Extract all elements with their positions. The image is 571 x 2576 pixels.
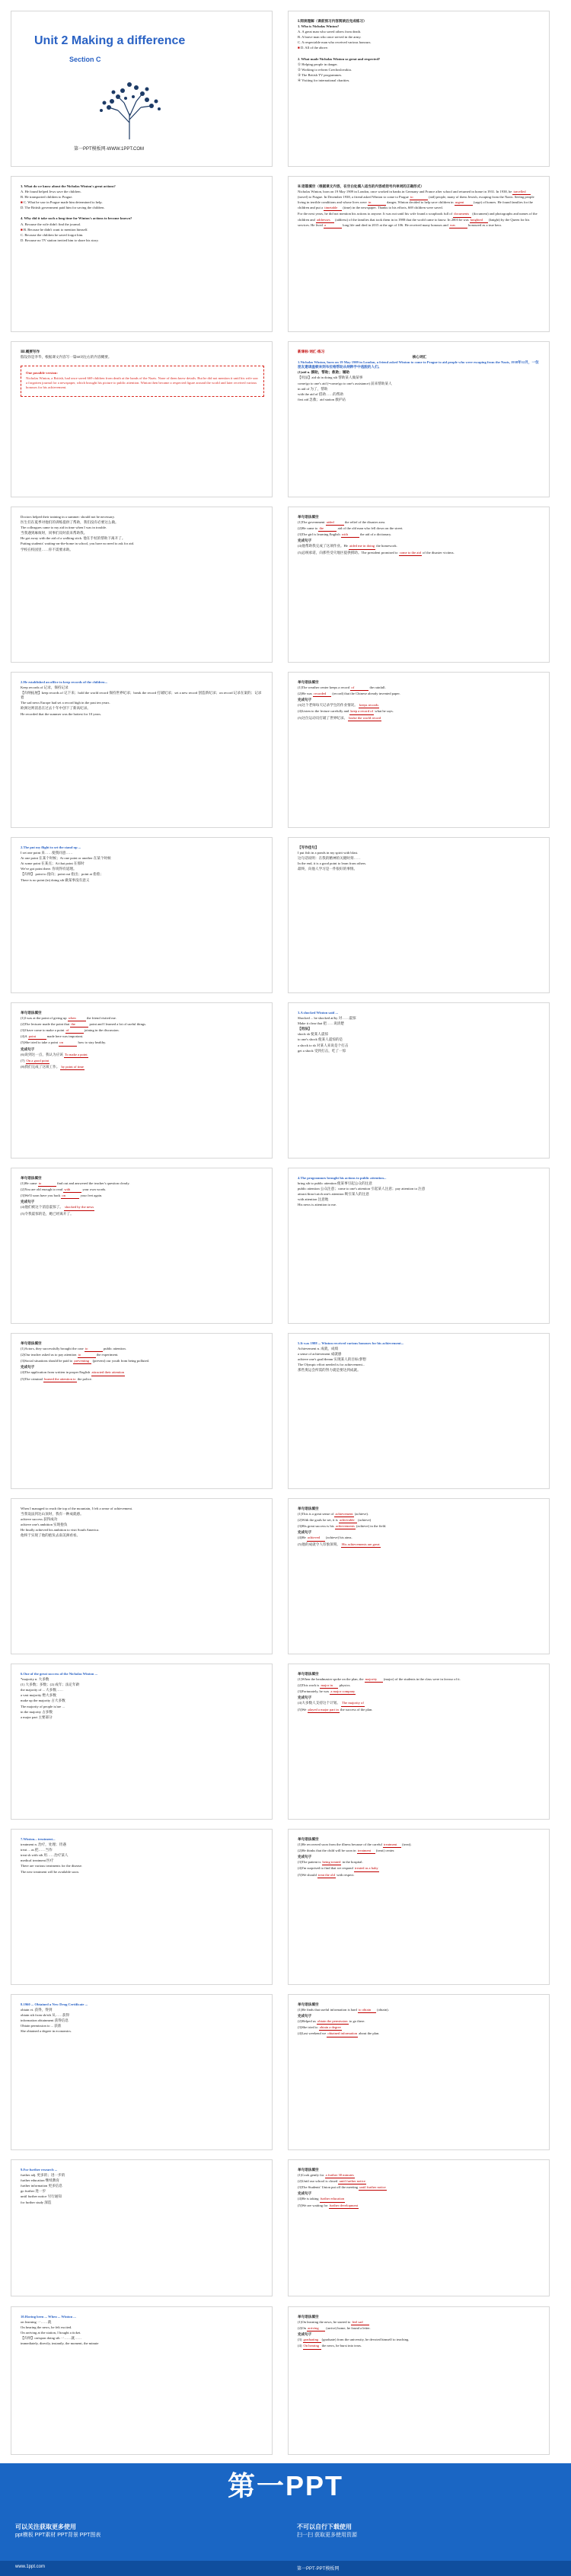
exercise-line: (2)Our teacher asked us to pay attention to the experiment. <box>21 1353 264 1358</box>
example-line: 当我遇到麻烦时，同事们及时前来帮助我。 <box>21 531 88 535</box>
vocab-line: There are various treatments for the disease. <box>21 1864 83 1868</box>
exercise-slide-9 <box>288 1994 550 2150</box>
sub-heading: 完成句子 <box>298 1530 312 1535</box>
vocab-line: to one's shock 使某人震惊的是 <box>298 1037 343 1042</box>
exercise-line: (2)Until our school is closed until further notice <box>298 2179 541 2184</box>
example-line: He got away with the aid of a walking stick. 他在手杖的帮助下离开了。 <box>21 536 126 541</box>
section-heading: 单句语法填空 <box>298 2002 319 2006</box>
footer-brand: 第一PPT·PPT模板网 <box>297 2567 340 2571</box>
instruction: 假设你是李华，根据课文内容写一篇60词左右的内容概要。 <box>21 355 112 360</box>
example-slide-2 <box>11 1498 273 1654</box>
answer-box <box>21 366 264 396</box>
sub-heading: 完成句子 <box>21 1200 35 1204</box>
option: ■ C. What he saw in Prague made him determined to help. <box>21 200 103 205</box>
vocab-line: medical treatment 医疗 <box>21 1858 54 1863</box>
exercise-slide-7 <box>288 1664 550 1820</box>
footer-left-title: 可以关注获取更多使用 <box>15 2523 76 2530</box>
answer-mark-icon: ■ <box>21 227 24 232</box>
vocab-line: I set one point 来……使我同意…… <box>21 851 73 855</box>
exercise-line: (4)大多数人支持这个计划。 The majority of <box>298 1701 541 1706</box>
vocab-line: Achievement n. 成就，成绩 <box>298 1347 339 1351</box>
exercise-line: (3)这个老师每天记录学生的作业情况。 keeps records <box>298 703 541 708</box>
exercise-line: (5)令我震惊的是，她已经离开了。 <box>21 1211 74 1216</box>
exercise-line: (4) On hearing the news, he burst into tears. <box>298 2344 541 2349</box>
writing-line: 最终，向他人学习是一件很好的事情。 <box>298 867 358 871</box>
section-heading: 【写作佳句】 <box>298 845 319 849</box>
option: A. He found helped Jews save the children. <box>21 190 81 194</box>
passage: For the next years, he did not mention his actions to anyone. It was not until his wife found a scrapbook full of documents (document) and photographs and names of the children and addresses (address) of the families that took them in in 1988 that the world came to know. In 2003 he was knighted (knight) by the Queen for his services. He lived a long life and died in 2015 at the age of 106. He received many honours and was honoured as a true hero. <box>298 212 541 228</box>
vocab-line: immediately, directly, instantly, the moment, the minute <box>21 2341 99 2346</box>
vocab-line: The new treatment will be available soon. <box>21 1869 79 1874</box>
question-4: 4. Why did it take such a long time for Winton's actions to become known? <box>21 216 132 221</box>
vocab-line: 【归纳】 point to 指向；point out 指出；point at 指着； <box>21 872 104 877</box>
vocab-line: a vast majority 绝大多数 <box>21 1693 56 1698</box>
exercise-line: (3)The Students' Union put off the meeting until further notice <box>298 2185 541 2191</box>
footer-left <box>15 2523 244 2539</box>
vocab-line: On hearing the news, he felt excited. <box>21 2325 72 2330</box>
exercise-line: (3)We'll soon have you back on your feet again. <box>21 1194 264 1199</box>
question-3: 3. What do we know about the Nicholas Winton's great actions? <box>21 184 116 188</box>
vocab-line: until further notice 另行通知 <box>21 2194 62 2199</box>
passage-slide <box>288 176 550 332</box>
vocab-line: Keep records of 记录，保持记录 <box>21 686 69 690</box>
exercise-line: (2)Helped us obtain the permission to go there. <box>298 2019 541 2025</box>
vocab-line: a shock to sb 对某人来说是个打击 <box>298 1043 349 1047</box>
exercise-slide-3 <box>11 1002 273 1159</box>
exercise-line: (5)She tried to take a point on how to stay healthy. <box>21 1040 264 1046</box>
example-line: Putting students' waiting-on-the-home in school, you have no need to ask for aid. <box>21 542 135 546</box>
vocab-line: shock sb 使某人震惊 <box>298 1032 329 1037</box>
writing-line: In the end, it is a good point to learn from others. <box>298 861 367 866</box>
answer-text: Nicholas Winton, a British, had once saved 669 children from death at the hands of the Nazis. None of them knew details. But he did not mention it until his wife saw a forgotten journal for a newspaper, which brought his picture to public attention. Winton then became a respected figure around the world and later received various honours for his achievement. <box>26 376 259 390</box>
exercise-line: (4)He is taking further education <box>298 2197 541 2202</box>
section-heading: 单句语法填空 <box>298 1837 319 1841</box>
example-line: achieve success 获得成功 <box>21 1517 58 1522</box>
vocab-line: Make it clear that 把……说清楚 <box>298 1021 344 1026</box>
vocab-slide-4 <box>288 1002 550 1159</box>
exercise-slide-11 <box>288 2306 550 2455</box>
option: ■ B. Because he didn't want to mention himself. <box>21 227 88 232</box>
vocab-line: on learning 一……就 <box>21 2320 52 2325</box>
exercise-line: (4)他们被这个消息震惊了。 shocked by the news <box>21 1205 264 1210</box>
logo[interactable] <box>196 2469 375 2503</box>
vocab-line: bring sth to public attention 使某事引起公众的注意 <box>298 1181 372 1186</box>
vocab-line: (1) 大多数；多数；(2) 成年；法定年龄 <box>21 1683 80 1687</box>
exercise-line: (1)He came to find out and answered the teacher's question clearly. <box>21 1181 264 1187</box>
option: ③ The British TV programmes. <box>298 72 343 77</box>
section-heading: 单句语法填空 <box>298 515 319 519</box>
vocab-item: 7.Winton... treatment... <box>21 1837 56 1841</box>
option: ② Working to reform Czechoslovakia. <box>298 67 352 72</box>
vocab-slide-10 <box>11 2159 273 2296</box>
example-line: 学校在校园里……你不需要求助。 <box>21 547 73 551</box>
vocab-line: further information 更多信息 <box>21 2184 62 2188</box>
option: B. He transported children to Prague. <box>21 195 73 200</box>
sub-heading: 完成句子 <box>21 1365 35 1369</box>
exercise-line: (3)She tried to obtain a degree <box>298 2025 541 2031</box>
vocab-item: 3.A shocked Winton said ... <box>298 1011 338 1015</box>
exercise-line: (4)Last weekend we obtained information about the plan. <box>298 2031 541 2037</box>
vocab-line: At one point 在某个时候；At one point or another 在某个时候 <box>21 856 111 861</box>
reading-slide-2 <box>11 176 273 332</box>
section-heading: 单句语法填空 <box>21 1341 42 1345</box>
question-2: 2. What made Nicholas Winton so great and respected? <box>298 56 381 61</box>
exercise-line: (5)这位运动员打破了世界纪录。 broke the world record <box>298 716 541 721</box>
example-line: When I managed to reach the top of the mountain, I felt a sense of achievement. <box>21 1507 133 1510</box>
sub-heading: 核心词汇 <box>412 355 427 360</box>
sub-heading: 完成句子 <box>298 698 312 702</box>
question-1: 1. Who is Nicholas Winton? <box>298 24 340 29</box>
vocab-slide-6 <box>288 1333 550 1489</box>
example-line: achieve one's ambition 实现抱负 <box>21 1523 68 1527</box>
vocab-item: 1.Nicholas Winton, born on 19 May 1909 in London, a friend asked Winton to come to Prague to aid people who were escaping from the Nazis, 1938年12月，一位朋友邀请温顿来到布拉格帮助从纳粹手中逃脱的人们。 <box>298 360 539 369</box>
vocab-line: come/go to one's aid (=come/go to one's assistance) 前来帮助某人 <box>298 381 392 385</box>
section-heading: Ⅲ.概要写作 <box>21 350 40 353</box>
exercise-line: (5)We should treat the old with respect. <box>298 1873 541 1878</box>
exercise-line: (3)Social situations should be paid to preventing (prevent) our youth from being polluted. <box>21 1359 264 1364</box>
example-line: 当我设法到达山顶时，我有一种成就感。 <box>21 1512 84 1517</box>
exercise-line: (4)I'm surprised to find that we respond treated as a baby <box>298 1866 541 1871</box>
footer-right-title: 不可以自行下载使用 <box>297 2523 352 2530</box>
option: B. A brave man who once served in the army. <box>298 35 362 40</box>
footer-right <box>297 2523 525 2539</box>
writing-slide-1 <box>288 837 550 993</box>
exercise-slide-2 <box>288 672 550 828</box>
vocab-line: The sad news Europe had set a record high in the past ten years. <box>21 701 110 705</box>
exercise-line: (3)The girl is learning English with the aid of a dictionary. <box>298 532 541 538</box>
vocab-line: 欧洲这则消息在过去十年中创下了新高纪录。 <box>21 706 91 711</box>
exercise-line: (1)This is a great sense of achievement (achieve). <box>298 1512 541 1517</box>
exercise-slide-8 <box>288 1829 550 1985</box>
vocab-line: 【用法】 <box>298 1027 312 1031</box>
vocab-line: a sense of achievement 成就感 <box>298 1352 342 1357</box>
exercise-slide-1 <box>288 507 550 663</box>
logo-text: 第一PPT <box>227 2470 343 2501</box>
vocab-line: further education 继续教育 <box>21 2178 60 2183</box>
exercise-line: (8)我们完成了这项工作。 by point of time <box>21 1065 264 1070</box>
exercise-line: (2)He thinks that the child will be soon in treatment (treat) center. <box>298 1849 541 1854</box>
vocab-line: in the majority 占多数 <box>21 1709 53 1714</box>
vocab-line: obtain sth from sb/sth 从……获得 <box>21 2013 70 2018</box>
vocab-item: 4.The programmes brought his actions to public attention... <box>298 1176 387 1180</box>
option: ① Helping people in danger. <box>298 62 338 66</box>
exercise-line: (1)The government aided the relief of the disaster area. <box>298 520 541 526</box>
writing-line: 这句话说明：在我的精神的关键时刻…… <box>298 856 361 861</box>
section-heading: 新课标·词汇·练习 <box>298 350 325 353</box>
exercise-line: (1)He recovered soon from the illness because of the careful treatment (treat). <box>298 1843 541 1848</box>
section-heading: 单句语法填空 <box>21 1011 42 1015</box>
exercise-line: (3) graduating (graduate) from the university, he devoted himself to teaching. <box>298 2338 541 2343</box>
vocab-line: information obtainment 获得信息 <box>21 2018 69 2023</box>
vocab-line: The majority of people is/are ... <box>21 1704 65 1708</box>
section-heading: Ⅰ.阅读理解（课前预习内容阅读后完成练习） <box>298 19 367 23</box>
vocab-line: Shocked ... be shocked at/by 对……震惊 <box>298 1016 356 1021</box>
exercise-line: (5)他的成就令人印象深刻。 His achievements are great <box>298 1542 541 1548</box>
writing-line: I put fish in a ponds in my spirit with blast. <box>298 851 359 855</box>
exercise-slide-6 <box>288 1498 550 1654</box>
sub-heading: 完成句子 <box>298 1695 312 1700</box>
exercise-line: (4)Listen to the lecture carefully and keep a record of what he says. <box>298 709 541 714</box>
vocab-line: obtain vt. 获得，得到 <box>21 2008 53 2012</box>
exercise-line: (1)The weather center keeps a record of the rainfall. <box>298 686 541 691</box>
vocab-line: Obtain permission to ... 获准 <box>21 2024 62 2028</box>
exercise-line: (4)他帮助我完成了这项作业。He aided me in doing the homework. <box>298 544 541 549</box>
exercise-line: (5)We played a major part in the success of the plan. <box>298 1708 541 1713</box>
vocab-line: At some point 在某点；At that point 在那时 <box>21 861 85 866</box>
example-line: He finally achieved his ambition to visit South America. <box>21 1528 100 1532</box>
summary-slide <box>11 341 273 497</box>
footer-banner <box>0 2463 571 2576</box>
vocab-line: attract/draw/catch one's attention 吸引某人的注意 <box>298 1192 369 1197</box>
sub-heading: 完成句子 <box>298 2191 312 2196</box>
footer-bar <box>0 2561 571 2576</box>
vocab-slide-11 <box>11 2306 273 2455</box>
cover-subtitle: Section C <box>69 56 101 63</box>
vocab-item: 10.Having been ... When ... Winton ... <box>21 2315 76 2319</box>
exercise-line: (5)The criminal burned the attention to the police. <box>21 1377 264 1382</box>
vocab-slide-1 <box>288 341 550 497</box>
vocab-slide-9 <box>11 1994 273 2150</box>
vocab-line: with the aid of 借助……的帮助 <box>298 392 343 396</box>
sub-heading: 完成句子 <box>298 1855 312 1859</box>
vocab-line: *majority n. 大多数 <box>21 1677 49 1682</box>
vocab-line: further adj. 更多的；进一步的 <box>21 2173 65 2178</box>
exercise-slide-5 <box>11 1333 273 1489</box>
option: D. The British government paid him for saving the children. <box>21 206 105 210</box>
vocab-line: She obtained a degree in economics. <box>21 2029 72 2034</box>
vocab-line: His news is attention to me. <box>298 1203 337 1207</box>
exercise-line: (2)On arriving (arrive) home, he found a letter. <box>298 2326 541 2332</box>
exercise-line: (3)The patient is being treated in the hospital. <box>298 1860 541 1865</box>
exercise-line: (5)总统承诺，向那些受灾地区提供援助。The president promised to come to the aid of the disaster victims. <box>298 551 541 556</box>
exercise-line: (3)His great success is his achievements (achieve) in the field. <box>298 1524 541 1529</box>
vocab-line: He recorded that the summer was the hottest for 10 years. <box>21 711 102 716</box>
option: C. A respectable man who received various honours. <box>298 40 372 45</box>
vocab-slide-7 <box>11 1664 273 1820</box>
example-line: 医生们在夏季对他们的训练提供了帮助，我们没有必要这么做。 <box>21 520 119 525</box>
vocab-line: We've got point there. 你说得有道理。 <box>21 867 77 871</box>
sub-heading: 完成句子 <box>298 2014 312 2018</box>
exercise-line: (4)A point made here was important. <box>21 1034 264 1040</box>
reading-slide-1 <box>288 11 550 167</box>
passage: Nicholas Winton, born on 19 May 1909 in London, once worked in banks in Germany and France after school and returned in home in 1931. In 1938, he travelled (travel) to Prague. In December 1938, a friend asked Winton to come to Prague to (aid) people, many of them Jewish, escaping from the Nazis. Seeing people living in terrible conditions and whose lives were in danger, Winton decided to help save children in urgent (urge) of homes. He found families for the children and put a timetable (time) in the newspaper. Thanks to his efforts, 669 children were saved. <box>298 190 541 211</box>
footer-left-line: ppt模板 PPT素材 PPT背景 PPT图表 <box>15 2533 101 2538</box>
cover-link[interactable]: 第一PPT模板网-WWW.1PPT.COM <box>74 147 144 152</box>
option: ④ Visiting for international charities. <box>298 78 350 82</box>
exercise-line: (7) On a good point <box>21 1059 264 1064</box>
vocab-slide-5 <box>288 1168 550 1324</box>
vocab-line: make up the majority 占大多数 <box>21 1699 65 1703</box>
vocab-line: 【用法】aid sb in doing sth 帮助某人做某事 <box>298 376 363 380</box>
exercise-line: (2)The lecturer made the point that the point and I learned a lot of useful things. <box>21 1022 264 1028</box>
exercise-line: (2)He was recorded (record) that the Chinese already invented paper. <box>298 692 541 697</box>
vocab-line: a major part 主要部分 <box>21 1715 53 1719</box>
example-line: The colleagues came to my aid in time when I was in trouble. <box>21 526 107 530</box>
vocab-line: go further 进一步 <box>21 2189 46 2194</box>
sub-heading: 完成句子 <box>298 539 312 543</box>
vocab-line: On arriving at the station, I bought a ticket. <box>21 2331 81 2335</box>
exercise-line: (1)On learning the news, he started to feel sad <box>298 2320 541 2325</box>
option: C. Because the children he saved forgot him. <box>21 232 84 237</box>
example-slide-1 <box>11 507 273 663</box>
section-heading: 单句语法填空 <box>298 2315 319 2319</box>
vocab-line: There is no point (in) doing sth 做某事没有意义 <box>21 877 90 882</box>
vocab-line: treat ... as 把……当作 <box>21 1848 53 1852</box>
vocab-line: treatment n. 治疗，处理；待遇 <box>21 1843 66 1847</box>
vocab-slide-3 <box>11 837 273 993</box>
answer-mark-icon: ■ <box>298 46 301 50</box>
answer-label: One possible version: <box>26 371 58 376</box>
vocab-line: public attention 公众注意；come to one's attention 引起某人注意；pay attention to 注意 <box>298 1187 426 1191</box>
footer-right-line: 扫一扫 获取更多使用资源 <box>297 2533 357 2538</box>
section-heading: 单句语法填空 <box>298 680 319 684</box>
option: ■ D. All of the above. <box>298 46 329 50</box>
option: D. Because no TV station invited him to share his story. <box>21 238 99 242</box>
vocab-item: 9.For further research ... <box>21 2168 58 2172</box>
vocab-item: 5.It was 1988 ... Winton received various honours for his achievement... <box>298 1341 404 1345</box>
section-heading: 单句语法填空 <box>298 1507 319 1510</box>
sub-heading: 完成句子 <box>21 1047 35 1051</box>
option: A. Because the wife didn't find the journal. <box>21 222 81 226</box>
vocab-line: with attention 注意地 <box>298 1197 329 1202</box>
exercise-line: (4)The application from written in proper English attracted their attention <box>21 1370 264 1376</box>
vocab-item: 6.One of the great success of the Nicholas Winton ... <box>21 1672 97 1676</box>
vocab-line: first aid 急救；aid station 救护站 <box>298 397 346 401</box>
vocab-line: treat sb with sth 用……治疗某人 <box>21 1853 69 1858</box>
cover-slide <box>11 11 273 167</box>
exercise-line: (1)When the headmaster spoke on the plan, the majority (major) of the students in the class were in favour of it. <box>298 1677 541 1683</box>
vocab-line: in aid of 为了，帮助 <box>298 386 328 391</box>
exercise-line: (1)He finds that useful information is hard to obtain (obtain). <box>298 2008 541 2013</box>
exercise-line: (2)This work is major in physics. <box>298 1683 541 1689</box>
exercise-line: (1)Cook gently for a further 30 minutes <box>298 2173 541 2178</box>
vocab-line: 【归纳拓展】keep records of 记下来；hold the world record 保持世界纪录；break the record 打破纪录；set a new record 创造新纪录；on record 记录在案的；记录着 <box>21 691 262 700</box>
vocab-line: (1)aid n. 援助，帮助；救助；辅助 <box>298 370 350 375</box>
vocab-slide-2 <box>11 672 273 828</box>
footer-url[interactable]: www.1ppt.com <box>15 2565 46 2569</box>
exercise-line: (2)You are old enough to read with your own words. <box>21 1187 264 1193</box>
vocab-line: get a shock 受到打击，吃了一惊 <box>298 1048 346 1053</box>
cover-title: Unit 2 Making a difference <box>34 34 186 47</box>
vocab-line: the majority of ... 大多数…… <box>21 1688 64 1692</box>
example-line: Doctors helped their training in a summer: should not be necessary. <box>21 515 115 519</box>
exercise-slide-4 <box>11 1168 273 1324</box>
section-heading: 单句语法填空 <box>298 1672 319 1676</box>
exercise-line: (2)With the goals he set, it is achievable (achieve) <box>298 1518 541 1523</box>
answer-mark-icon: ■ <box>21 200 24 205</box>
exercise-line: (1)I was at the point of giving up when the friend visited me. <box>21 1016 264 1021</box>
vocab-item: 8.1960 ... Obtained a New Drug Certificate ... <box>21 2002 88 2006</box>
exercise-line: (1)Actors, they successfully brought the case to public attention. <box>21 1347 264 1352</box>
exercise-line: (5)We are waiting for further development <box>298 2204 541 2209</box>
vocab-item: 2.He established an office to keep records of the children... <box>21 680 108 684</box>
vocab-slide-8 <box>11 1829 273 1985</box>
tree-illustration <box>88 80 171 141</box>
vocab-line: for further study 深造 <box>21 2200 52 2204</box>
exercise-line: (6)说到这一点，我认为应该 To make a point <box>21 1053 264 1058</box>
option: A. A great man who saved others from death. <box>298 30 362 34</box>
section-heading: 单句语法填空 <box>298 2168 319 2172</box>
vocab-line: 【归纳】on/upon doing sth 一……就…… <box>21 2336 82 2341</box>
exercise-line: (4)He achieved (achieve) his aims. <box>298 1536 541 1541</box>
exercise-line: (3)I have come to make a point of joining in the discussion. <box>21 1028 264 1034</box>
exercise-line: (3)Fortunately, he was a major company <box>298 1689 541 1695</box>
sub-heading: 完成句子 <box>298 2332 312 2337</box>
example-line: 他终于实现了他的抱负去南美洲看看。 <box>21 1533 81 1538</box>
section-heading: 单句语法填空 <box>21 1176 42 1180</box>
exercise-line: (2)He came to the aid of the old man who fell down on the street. <box>298 526 541 532</box>
section-heading: Ⅱ.语篇填空（根据课文内容，在空白处填入适当的内容或括号内单词的正确形式） <box>298 184 424 188</box>
exercise-slide-10 <box>288 2159 550 2296</box>
vocab-line: achieve one's goal/dream 实现某人的目标/梦想 <box>298 1357 367 1362</box>
vocab-line: 那些奥运会所需的努力就是要达到成就。 <box>298 1368 361 1373</box>
vocab-item: 2.The put my flight to set the stand up ... <box>21 845 81 849</box>
vocab-line: The Olympic effort needed is for achievement... <box>298 1363 365 1367</box>
